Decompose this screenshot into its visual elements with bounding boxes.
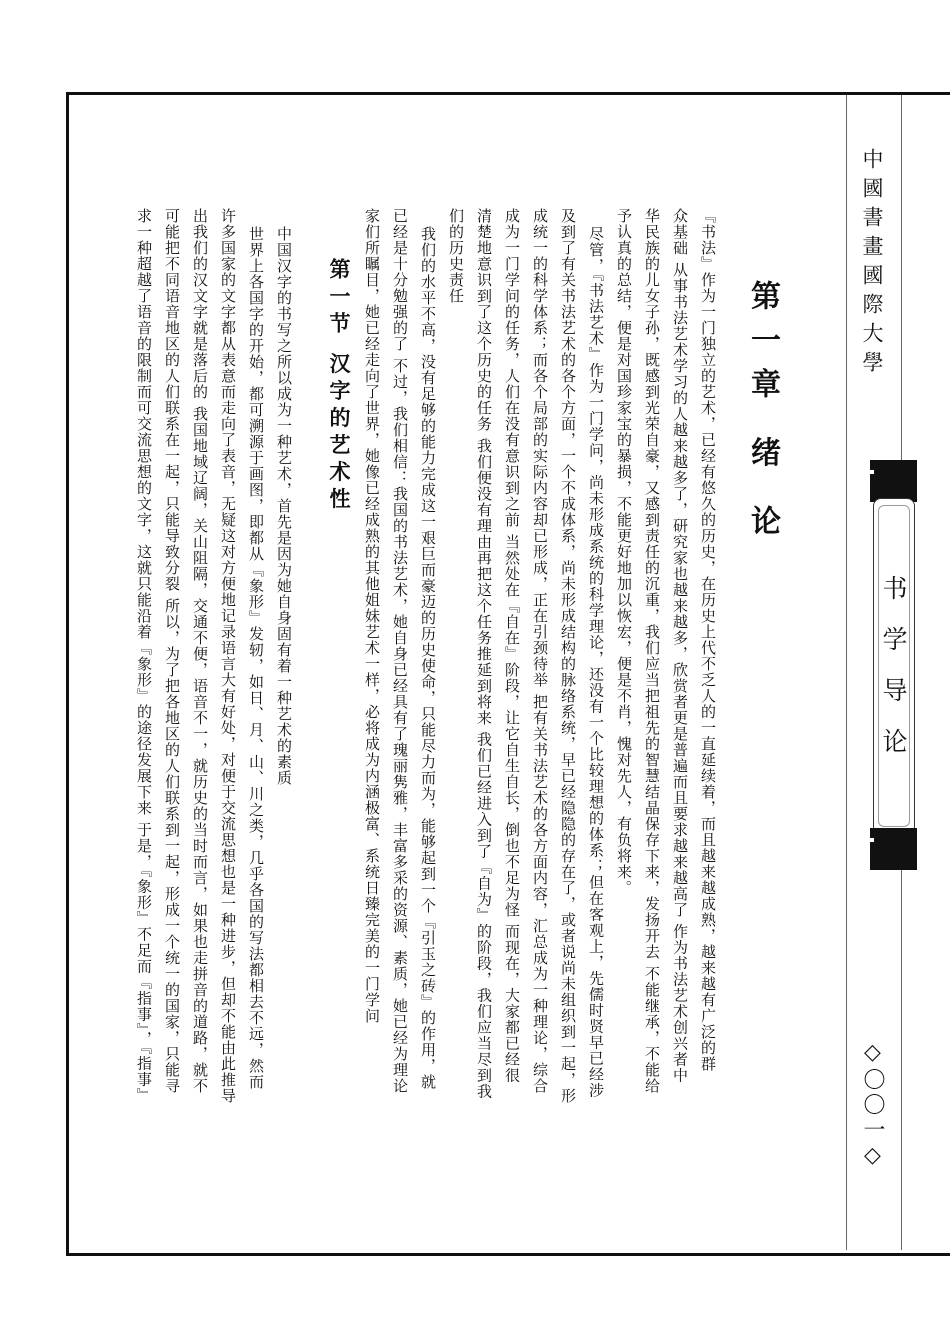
- paragraph-3-line-1: 我们的水平不高，没有足够的能力完成这一艰巨而豪迈的历史使命，只能尽力而为，能够起到一个『引玉之砖』的作用，就: [419, 226, 437, 1090]
- paragraph-2-line-3: 成统一的科学体系；而各个局部的实际内容却已形成，正在引颈待举 把有关书法艺术的各方面内容，汇总成为一种理论，综合: [531, 208, 549, 1094]
- paragraph-2-line-2: 及到了有关书法艺术的各个方面，一个不成体系，尚未形成结构的脉络系统，早已经隐隐的存在了，或者说尚未组织到一起，形: [559, 208, 577, 1104]
- title-band-top-ornament: [870, 460, 917, 502]
- paragraph-3-line-2: 已经是十分勉强的了 不过，我们相信：我国的书法艺术，她自身已经具有了瑰丽隽雅，丰富多采的资源、素质，她已经为理论: [391, 208, 409, 1094]
- section-paragraph-line-1: 中国汉字的书写之所以成为一种艺术，首先是因为她自身固有着一种艺术的素质: [275, 226, 293, 786]
- section-paragraph-line-6: 求一种超越了语音的限制而可交流思想的文字，这就只能沿着『象形』的途径发展下来 于是，『象形』不足而『指事』，『指事』: [135, 208, 153, 1104]
- paragraph-2-line-5: 清楚地意识到了这个历史的任务 我们便没有理由再把这个任务推延到将来 我们已经进入到了『自为』的阶段，我们应当尽到我: [475, 208, 493, 1100]
- section-title: 第一节 汉字的艺术性: [327, 258, 352, 515]
- chapter-title: 第一章 绪 论: [745, 280, 780, 549]
- paragraph-2-line-1: 尽管，『书法艺术』作为一门学问，尚未形成系统的科学理论，还没有一个比较理想的体系；但在客观上，先儒时贤早已经涉: [587, 226, 605, 1099]
- section-paragraph-line-5: 可能把不同语音地区的人们联系在一起，只能导致分裂 所以，为了把各地区的人们联系到一起，形成一个统一的国家，只能寻: [163, 208, 181, 1094]
- title-band-bottom-ornament: [870, 828, 917, 870]
- paragraph-1-line-1: 『书法』作为一门独立的艺术，已经有悠久的历史，在历史上代不乏人的一直延续着，而且越来越成熟，越来越有广泛的群: [699, 208, 717, 1072]
- book-title: 书学导论: [879, 575, 908, 779]
- paragraph-3-line-3: 家们所瞩目，她已经走向了世界，她像已经成熟的其他姐妹艺术一样，必将成为内涵极富、系统日臻完美的一门学问: [363, 208, 381, 1024]
- section-paragraph-line-2: 世界上各国字的开始，都可溯源于画图，即都从『象形』发轫，如日、月、山、川之类，几乎各国的写法都相去不远，然而: [247, 226, 265, 1090]
- section-paragraph-line-4: 出我们的汉文字就是落后的 我国地域辽阔，关山阻隔，交通不便，语音不一，就历史的当时而言，如果也走拼音的道路，就不: [191, 208, 209, 1094]
- paragraph-2-line-4: 成为一门学问的任务，人们在没有意识到之前 当然处在『自在』阶段，让它自生自长，倒也不足为怪 而现在，大家都已经很: [503, 208, 521, 1084]
- page-number: ◇〇〇一◇: [860, 1040, 885, 1171]
- paragraph-1-line-3: 华民族的儿女子孙，既感到光荣自豪，又感到责任的沉重，我们应当把祖先的智慧结晶保存下来，发扬开去 不能继承，不能给: [643, 208, 661, 1094]
- section-paragraph-line-3: 许多国家的文字都从表意而走向了表音，无疑这对方便地记录语言大有好处，对便于交流思想也是一种进步，但却不能由此推导: [219, 208, 237, 1104]
- series-title: 中國書畫國際大學: [860, 148, 884, 380]
- paragraph-1-line-4: 予认真的总结，便是对国珍家宝的暴损，不能更好地加以恢宏，便是不肖，愧对先人，有负将来。: [615, 208, 633, 896]
- margin-rule-left: [846, 95, 847, 1250]
- paragraph-2-line-6: 们的历史责任: [447, 208, 465, 304]
- paragraph-1-line-2: 众基础 从事书法艺术学习的人越来越多了，研究家也越来越多，欣赏者更是普遍而且要求越来越高了 作为书法艺术创兴者中: [671, 208, 689, 1084]
